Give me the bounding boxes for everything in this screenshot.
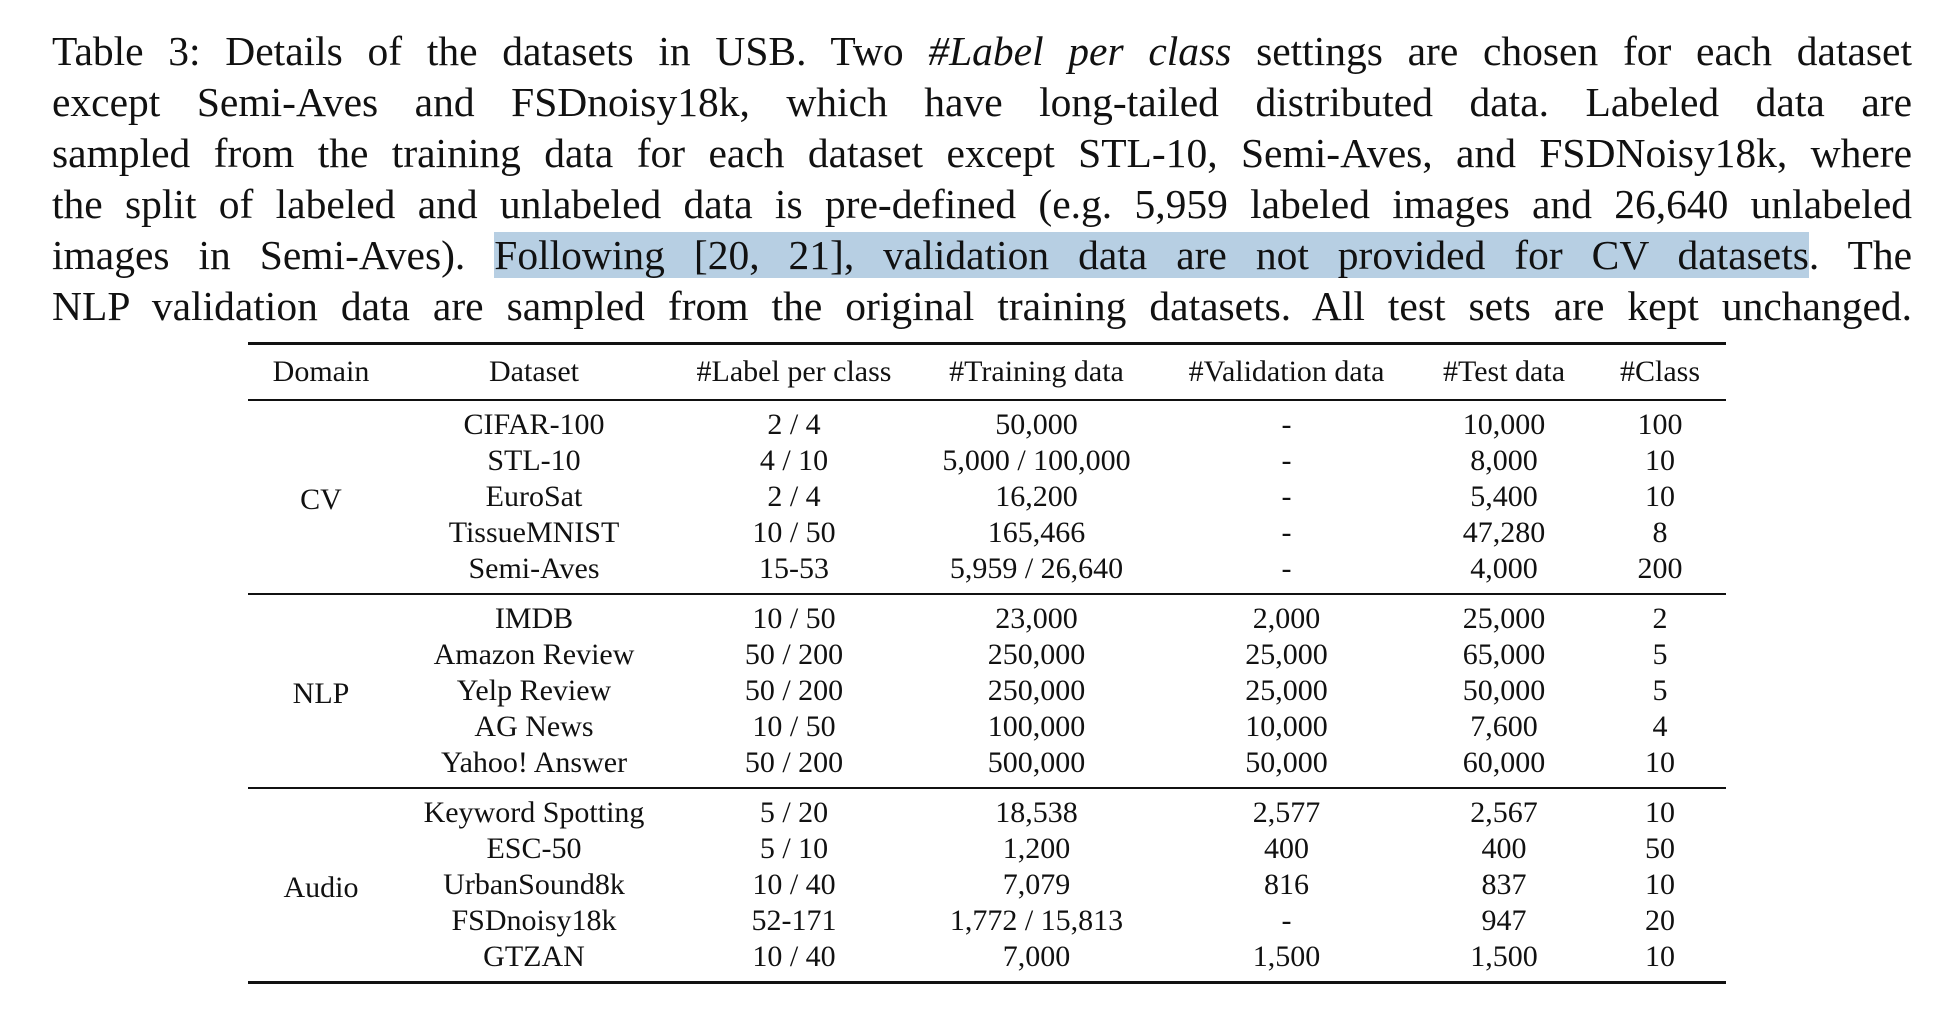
validation-data-cell: 10,000: [1245, 710, 1328, 743]
caption-line: [52, 77, 1912, 128]
class-cell: 8: [1652, 516, 1668, 549]
class-cell: 10: [1645, 868, 1675, 901]
dataset-cell: GTZAN: [483, 940, 585, 973]
label-per-class-cell: 2 / 4: [767, 480, 821, 513]
test-data-cell: 8,000: [1470, 444, 1538, 477]
training-data-cell: 5,959 / 26,640: [949, 552, 1124, 585]
table-row: [248, 903, 1726, 939]
test-data-cell: 60,000: [1462, 746, 1546, 779]
test-data-cell: 25,000: [1462, 602, 1546, 635]
caption-text: the split of labeled and unlabeled data is pre-defined (e.g. 5,959 labeled images and 26,640 unlabeled: [52, 181, 1912, 227]
training-data-cell: 250,000: [987, 638, 1086, 671]
training-data-cell: 16,200: [995, 480, 1078, 513]
label-per-class-cell: 50 / 200: [744, 674, 844, 707]
header-class: #Class: [1619, 355, 1700, 388]
training-data-cell: 250,000: [987, 674, 1086, 707]
test-data-cell: 4,000: [1470, 552, 1538, 585]
test-data-cell: 837: [1481, 868, 1527, 901]
table-row: [248, 443, 1726, 479]
caption-text: . The: [1808, 232, 1912, 278]
caption-text: settings are chosen for each dataset: [1231, 28, 1912, 74]
label-per-class-cell: 5 / 10: [759, 832, 829, 865]
table-row: [248, 673, 1726, 709]
label-per-class-cell: 50 / 200: [744, 746, 844, 779]
test-data-cell: 2,567: [1470, 796, 1538, 829]
validation-data-cell: -: [1281, 552, 1292, 585]
label-per-class-cell: 10 / 40: [752, 940, 836, 973]
validation-data-cell: 2,000: [1252, 602, 1321, 635]
caption-text: images in Semi-Aves).: [52, 232, 495, 278]
class-cell: 10: [1645, 940, 1675, 973]
label-per-class-cell: 10 / 50: [752, 710, 836, 743]
class-cell: 100: [1637, 408, 1683, 441]
validation-data-cell: -: [1281, 444, 1292, 477]
dataset-cell: Amazon Review: [433, 638, 635, 671]
validation-data-cell: 400: [1264, 832, 1309, 865]
table-caption: [52, 26, 1912, 332]
label-per-class-cell: 5 / 20: [759, 796, 829, 829]
dataset-cell: IMDB: [494, 602, 574, 635]
caption-line: [52, 179, 1912, 230]
training-data-cell: 5,000 / 100,000: [942, 444, 1131, 477]
class-cell: 5: [1652, 674, 1668, 707]
label-per-class-cell: 10 / 50: [752, 602, 836, 635]
caption-text: except Semi-Aves and FSDnoisy18k, which have long-tailed distributed data. Labeled data are: [52, 79, 1912, 125]
domain-cell: NLP: [292, 677, 350, 710]
class-cell: 10: [1645, 746, 1675, 779]
label-per-class-cell: 2 / 4: [767, 408, 821, 441]
table-row: [248, 939, 1726, 983]
table-row: [248, 709, 1726, 745]
training-data-cell: 50,000: [995, 408, 1078, 441]
training-data-cell: 1,200: [1002, 832, 1071, 865]
datasets-table: [248, 342, 1726, 984]
class-cell: 5: [1652, 638, 1668, 671]
table-row: [248, 479, 1726, 515]
header-dataset: Dataset: [489, 355, 579, 388]
caption-line: [52, 281, 1912, 332]
label-per-class-cell: 4 / 10: [759, 444, 829, 477]
class-cell: 10: [1645, 796, 1675, 829]
label-per-class-cell: 52-171: [751, 904, 837, 937]
validation-data-cell: -: [1281, 516, 1292, 549]
table-row: [248, 788, 1726, 831]
dataset-cell: TissueMNIST: [448, 516, 620, 549]
dataset-cell: STL-10: [487, 444, 581, 477]
dataset-cell: FSDnoisy18k: [451, 904, 617, 937]
validation-data-cell: 816: [1264, 868, 1309, 901]
class-cell: 50: [1645, 832, 1675, 865]
test-data-cell: 947: [1481, 904, 1527, 937]
training-data-cell: 7,079: [1002, 868, 1071, 901]
table-row: [248, 831, 1726, 867]
table-row: [248, 594, 1726, 637]
validation-data-cell: -: [1281, 480, 1292, 513]
label-per-class-cell: 10 / 50: [752, 516, 836, 549]
caption-text: NLP validation data are sampled from the original training datasets. All test sets are kept unchanged.: [52, 283, 1912, 329]
training-data-cell: 165,466: [987, 516, 1086, 549]
table-group-nlp: [248, 594, 1726, 788]
label-per-class-cell: 15-53: [759, 552, 829, 585]
test-data-cell: 7,600: [1470, 710, 1538, 743]
test-data-cell: 65,000: [1462, 638, 1546, 671]
class-cell: 4: [1652, 710, 1668, 743]
caption-text: sampled from the training data for each dataset except STL-10, Semi-Aves, and FSDNoisy18k, where: [52, 130, 1912, 176]
dataset-cell: Yelp Review: [456, 674, 612, 707]
test-data-cell: 400: [1481, 832, 1527, 865]
class-cell: 10: [1645, 480, 1675, 513]
caption-line: [52, 128, 1912, 179]
table-group-cv: [248, 400, 1726, 594]
dataset-cell: ESC-50: [486, 832, 582, 865]
test-data-cell: 47,280: [1462, 516, 1546, 549]
header-test-data: #Test data: [1442, 355, 1566, 388]
header-label-per-class: #Label per class: [696, 355, 892, 388]
datasets-table-container: [248, 342, 1726, 984]
table-row: [248, 745, 1726, 788]
class-cell: 2: [1652, 602, 1668, 635]
dataset-cell: Semi-Aves: [468, 552, 600, 585]
training-data-cell: 18,538: [995, 796, 1078, 829]
caption-line: [52, 26, 1912, 77]
training-data-cell: 500,000: [987, 746, 1086, 779]
dataset-cell: Yahoo! Answer: [440, 746, 628, 779]
dataset-cell: CIFAR-100: [463, 408, 605, 441]
training-data-cell: 100,000: [987, 710, 1086, 743]
label-per-class-cell: 10 / 40: [752, 868, 836, 901]
training-data-cell: 1,772 / 15,813: [949, 904, 1124, 937]
domain-cell: CV: [300, 483, 342, 516]
test-data-cell: 5,400: [1470, 480, 1538, 513]
test-data-cell: 50,000: [1462, 674, 1546, 707]
training-data-cell: 23,000: [995, 602, 1078, 635]
dataset-cell: EuroSat: [485, 480, 583, 513]
validation-data-cell: 25,000: [1245, 674, 1328, 707]
caption-highlighted-text: Following [20, 21], validation data are not provided for CV datasets: [494, 232, 1809, 278]
validation-data-cell: -: [1281, 904, 1292, 937]
training-data-cell: 7,000: [1002, 940, 1071, 973]
caption-italic-text: #Label per class: [928, 28, 1232, 74]
dataset-cell: Keyword Spotting: [423, 796, 645, 829]
header-validation-data: #Validation data: [1188, 355, 1385, 388]
header-training-data: #Training data: [949, 355, 1124, 388]
table-header: [248, 344, 1726, 401]
validation-data-cell: 25,000: [1245, 638, 1328, 671]
caption-line: [52, 230, 1912, 281]
class-cell: 200: [1637, 552, 1683, 585]
validation-data-cell: -: [1281, 408, 1292, 441]
table-row: [248, 400, 1726, 443]
validation-data-cell: 50,000: [1245, 746, 1328, 779]
class-cell: 20: [1645, 904, 1675, 937]
dataset-cell: AG News: [474, 710, 594, 743]
test-data-cell: 1,500: [1470, 940, 1538, 973]
header-domain: Domain: [272, 355, 370, 388]
table-row: [248, 637, 1726, 673]
table-group-audio: [248, 788, 1726, 983]
test-data-cell: 10,000: [1462, 408, 1546, 441]
dataset-cell: UrbanSound8k: [443, 868, 625, 901]
table-row: [248, 867, 1726, 903]
domain-cell: Audio: [283, 871, 359, 904]
table-row: [248, 515, 1726, 551]
class-cell: 10: [1645, 444, 1675, 477]
caption-text: Table 3: Details of the datasets in USB. Two: [52, 28, 929, 74]
validation-data-cell: 2,577: [1252, 796, 1321, 829]
table-row: [248, 551, 1726, 594]
label-per-class-cell: 50 / 200: [744, 638, 844, 671]
validation-data-cell: 1,500: [1252, 940, 1321, 973]
